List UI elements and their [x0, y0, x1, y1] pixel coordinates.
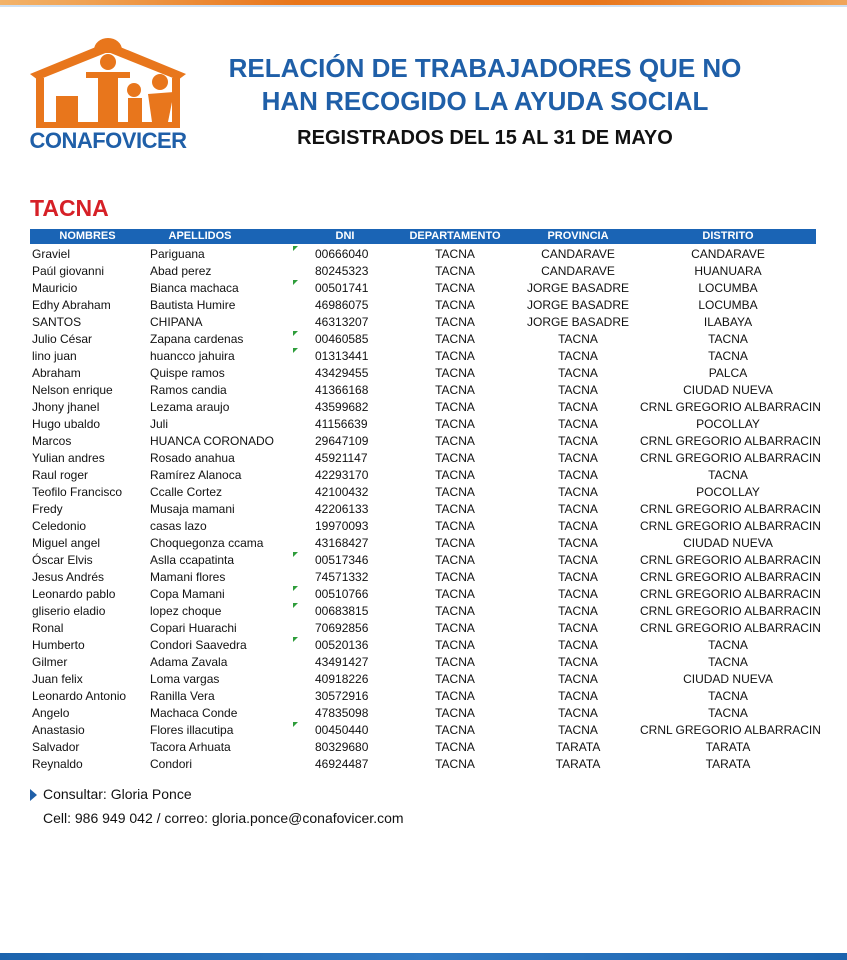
- page-subtitle: REGISTRADOS DEL 15 AL 31 DE MAYO: [297, 127, 673, 149]
- cell-dni: 80329680: [315, 740, 369, 754]
- cell-distrito: CRNL GREGORIO ALBARRACIN: [640, 434, 821, 448]
- cell-provincia: TACNA: [558, 502, 598, 516]
- cell-apellidos: Ramos candia: [150, 383, 227, 397]
- cell-apellidos: Copa Mamani: [150, 587, 225, 601]
- cell-provincia: TACNA: [558, 621, 598, 635]
- table-row: [0, 466, 847, 483]
- cell-apellidos: Machaca Conde: [150, 706, 238, 720]
- cell-provincia: TACNA: [558, 468, 598, 482]
- cell-distrito: CRNL GREGORIO ALBARRACIN: [640, 570, 821, 584]
- cell-apellidos: Abad perez: [150, 264, 212, 278]
- cell-dni: 00460585: [315, 332, 369, 346]
- cell-provincia: TACNA: [558, 434, 598, 448]
- cell-nombres: Yulian andres: [32, 451, 105, 465]
- cell-departamento: TACNA: [435, 349, 475, 363]
- cell-dni: 80245323: [315, 264, 369, 278]
- cell-apellidos: casas lazo: [150, 519, 207, 533]
- cell-dni: 00520136: [315, 638, 369, 652]
- cell-provincia: TACNA: [558, 655, 598, 669]
- cell-distrito: CRNL GREGORIO ALBARRACIN: [640, 621, 821, 635]
- cell-distrito: POCOLLAY: [696, 417, 760, 431]
- cell-departamento: TACNA: [435, 383, 475, 397]
- cell-provincia: TACNA: [558, 332, 598, 346]
- cell-departamento: TACNA: [435, 468, 475, 482]
- cell-dni: 41366168: [315, 383, 369, 397]
- table-row: [0, 619, 847, 636]
- cell-provincia: TACNA: [558, 349, 598, 363]
- cell-provincia: TARATA: [555, 757, 601, 771]
- cell-distrito: CIUDAD NUEVA: [683, 383, 773, 397]
- table-row: [0, 721, 847, 738]
- cell-nombres: Celedonio: [32, 519, 87, 533]
- column-header-provincia: PROVINCIA: [547, 230, 609, 242]
- cell-apellidos: Lezama araujo: [150, 400, 230, 414]
- cell-nombres: Leonardo Antonio: [32, 689, 127, 703]
- cell-departamento: TACNA: [435, 281, 475, 295]
- cell-error-indicator-icon: [293, 603, 298, 608]
- cell-departamento: TACNA: [435, 400, 475, 414]
- cell-departamento: TACNA: [435, 315, 475, 329]
- cell-apellidos: Rosado anahua: [150, 451, 235, 465]
- cell-nombres: Humberto: [32, 638, 85, 652]
- table-row: [0, 364, 847, 381]
- cell-distrito: LOCUMBA: [698, 281, 758, 295]
- cell-nombres: Leonardo pablo: [32, 587, 116, 601]
- cell-departamento: TACNA: [435, 536, 475, 550]
- cell-nombres: Gilmer: [32, 655, 68, 669]
- cell-dni: 40918226: [315, 672, 369, 686]
- cell-distrito: CRNL GREGORIO ALBARRACIN: [640, 502, 821, 516]
- table-row: [0, 381, 847, 398]
- table-row: [0, 585, 847, 602]
- cell-error-indicator-icon: [293, 348, 298, 353]
- cell-provincia: TACNA: [558, 451, 598, 465]
- cell-departamento: TACNA: [435, 298, 475, 312]
- cell-nombres: Juan felix: [32, 672, 83, 686]
- cell-apellidos: huancco jahuira: [150, 349, 235, 363]
- cell-nombres: gliserio eladio: [32, 604, 106, 618]
- cell-departamento: TACNA: [435, 332, 475, 346]
- cell-error-indicator-icon: [293, 637, 298, 642]
- cell-provincia: TACNA: [558, 570, 598, 584]
- cell-provincia: CANDARAVE: [541, 264, 615, 278]
- cell-apellidos: Choquegonza ccama: [150, 536, 264, 550]
- cell-apellidos: lopez choque: [150, 604, 222, 618]
- cell-apellidos: Ramírez Alanoca: [150, 468, 242, 482]
- cell-distrito: TACNA: [708, 332, 748, 346]
- table-row: [0, 687, 847, 704]
- cell-nombres: Óscar Elvis: [32, 553, 93, 567]
- cell-error-indicator-icon: [293, 280, 298, 285]
- bottom-accent-bar: [0, 953, 847, 960]
- cell-distrito: TARATA: [705, 740, 751, 754]
- cell-nombres: Edhy Abraham: [32, 298, 111, 312]
- cell-provincia: TACNA: [558, 383, 598, 397]
- cell-dni: 42206133: [315, 502, 369, 516]
- cell-dni: 43599682: [315, 400, 369, 414]
- cell-dni: 43491427: [315, 655, 369, 669]
- cell-departamento: TACNA: [435, 417, 475, 431]
- cell-departamento: TACNA: [435, 502, 475, 516]
- cell-provincia: TACNA: [558, 604, 598, 618]
- column-header-distrito: DISTRITO: [702, 230, 754, 242]
- cell-departamento: TACNA: [435, 655, 475, 669]
- cell-departamento: TACNA: [435, 604, 475, 618]
- cell-apellidos: Juli: [150, 417, 169, 431]
- table-row: [0, 551, 847, 568]
- cell-departamento: TACNA: [435, 757, 475, 771]
- cell-distrito: CIUDAD NUEVA: [683, 672, 773, 686]
- cell-dni: 47835098: [315, 706, 369, 720]
- cell-dni: 30572916: [315, 689, 369, 703]
- region-heading: TACNA: [30, 195, 109, 221]
- table-row: [0, 636, 847, 653]
- cell-nombres: Teofilo Francisco: [32, 485, 123, 499]
- cell-provincia: TACNA: [558, 638, 598, 652]
- cell-dni: 00510766: [315, 587, 369, 601]
- cell-nombres: Salvador: [32, 740, 80, 754]
- cell-departamento: TACNA: [435, 451, 475, 465]
- cell-nombres: Julio César: [32, 332, 93, 346]
- cell-error-indicator-icon: [293, 552, 298, 557]
- cell-apellidos: Zapana cardenas: [150, 332, 244, 346]
- cell-nombres: Raul roger: [32, 468, 89, 482]
- table-row: [0, 262, 847, 279]
- cell-apellidos: HUANCA CORONADO: [150, 434, 275, 448]
- cell-nombres: Marcos: [32, 434, 72, 448]
- cell-dni: 01313441: [315, 349, 369, 363]
- table-row: [0, 432, 847, 449]
- contact-phone-email: Cell: 986 949 042 / correo: gloria.ponce@conafovicer.com: [43, 810, 404, 826]
- cell-departamento: TACNA: [435, 247, 475, 261]
- table-body: [0, 245, 847, 772]
- cell-departamento: TACNA: [435, 706, 475, 720]
- contact-person: Consultar: Gloria Ponce: [43, 786, 192, 802]
- cell-departamento: TACNA: [435, 740, 475, 754]
- table-row: [0, 500, 847, 517]
- cell-dni: 46924487: [315, 757, 369, 771]
- cell-distrito: TACNA: [708, 655, 748, 669]
- cell-nombres: Hugo ubaldo: [32, 417, 101, 431]
- table-row: [0, 313, 847, 330]
- cell-nombres: Reynaldo: [32, 757, 83, 771]
- cell-apellidos: Bautista Humire: [150, 298, 236, 312]
- cell-distrito: CRNL GREGORIO ALBARRACIN: [640, 519, 821, 533]
- cell-apellidos: Musaja mamani: [150, 502, 235, 516]
- table-row: [0, 398, 847, 415]
- title-line-1: RELACIÓN DE TRABAJADORES QUE NO: [228, 53, 742, 83]
- cell-apellidos: Copari Huarachi: [150, 621, 237, 635]
- column-header-dni: DNI: [335, 230, 355, 242]
- cell-departamento: TACNA: [435, 553, 475, 567]
- table-row: [0, 602, 847, 619]
- cell-departamento: TACNA: [435, 485, 475, 499]
- cell-apellidos: Tacora Arhuata: [150, 740, 231, 754]
- table-header: [30, 229, 816, 244]
- cell-dni: 19970093: [315, 519, 369, 533]
- arrow-right-icon: [30, 789, 37, 801]
- cell-provincia: TACNA: [558, 689, 598, 703]
- cell-distrito: TACNA: [708, 638, 748, 652]
- cell-dni: 43168427: [315, 536, 369, 550]
- table-row: [0, 483, 847, 500]
- cell-provincia: TACNA: [558, 485, 598, 499]
- cell-error-indicator-icon: [293, 331, 298, 336]
- cell-dni: 00501741: [315, 281, 369, 295]
- cell-distrito: CIUDAD NUEVA: [683, 536, 773, 550]
- table-row: [0, 755, 847, 772]
- cell-nombres: Fredy: [32, 502, 63, 516]
- cell-departamento: TACNA: [435, 621, 475, 635]
- cell-distrito: CRNL GREGORIO ALBARRACIN: [640, 400, 821, 414]
- page-title: [200, 52, 770, 118]
- cell-distrito: TACNA: [708, 349, 748, 363]
- cell-apellidos: Ranilla Vera: [150, 689, 215, 703]
- cell-departamento: TACNA: [435, 519, 475, 533]
- cell-departamento: TACNA: [435, 689, 475, 703]
- cell-provincia: JORGE BASADRE: [526, 315, 630, 329]
- cell-distrito: POCOLLAY: [696, 485, 760, 499]
- cell-distrito: CANDARAVE: [691, 247, 765, 261]
- cell-nombres: Ronal: [32, 621, 64, 635]
- table-row: [0, 415, 847, 432]
- cell-distrito: HUANUARA: [694, 264, 762, 278]
- cell-dni: 41156639: [315, 417, 368, 431]
- table-row: [0, 245, 847, 262]
- cell-dni: 42100432: [315, 485, 369, 499]
- cell-departamento: TACNA: [435, 672, 475, 686]
- cell-provincia: TARATA: [555, 740, 601, 754]
- table-row: [0, 347, 847, 364]
- conafovicer-logo: [28, 34, 188, 160]
- cell-apellidos: Pariguana: [150, 247, 205, 261]
- cell-nombres: lino juan: [32, 349, 77, 363]
- cell-apellidos: Aslla ccapatinta: [150, 553, 235, 567]
- title-line-2: HAN RECOGIDO LA AYUDA SOCIAL: [261, 86, 709, 116]
- table-row: [0, 296, 847, 313]
- cell-nombres: Angelo: [32, 706, 70, 720]
- cell-apellidos: Condori Saavedra: [150, 638, 247, 652]
- cell-provincia: TACNA: [558, 723, 598, 737]
- cell-error-indicator-icon: [293, 246, 298, 251]
- cell-apellidos: Bianca machaca: [150, 281, 239, 295]
- cell-apellidos: CHIPANA: [150, 315, 203, 329]
- cell-distrito: ILABAYA: [703, 315, 753, 329]
- top-accent-bar: [0, 0, 847, 7]
- cell-dni: 42293170: [315, 468, 369, 482]
- cell-provincia: TACNA: [558, 536, 598, 550]
- cell-provincia: TACNA: [558, 400, 598, 414]
- cell-dni: 00666040: [315, 247, 369, 261]
- table-row: [0, 568, 847, 585]
- cell-nombres: Graviel: [32, 247, 71, 261]
- cell-departamento: TACNA: [435, 366, 475, 380]
- cell-provincia: JORGE BASADRE: [526, 281, 630, 295]
- cell-dni: 74571332: [315, 570, 369, 584]
- cell-apellidos: Ccalle Cortez: [150, 485, 223, 499]
- cell-nombres: Nelson enrique: [32, 383, 113, 397]
- cell-departamento: TACNA: [435, 638, 475, 652]
- cell-dni: 46986075: [315, 298, 369, 312]
- cell-nombres: Jesus Andrés: [32, 570, 105, 584]
- cell-apellidos: Condori: [150, 757, 193, 771]
- cell-distrito: CRNL GREGORIO ALBARRACIN: [640, 723, 821, 737]
- cell-nombres: Jhony jhanel: [32, 400, 100, 414]
- cell-departamento: TACNA: [435, 570, 475, 584]
- cell-apellidos: Flores illacutipa: [150, 723, 234, 737]
- cell-dni: 00517346: [315, 553, 369, 567]
- cell-distrito: TACNA: [708, 468, 748, 482]
- table-row: [0, 449, 847, 466]
- cell-departamento: TACNA: [435, 723, 475, 737]
- cell-departamento: TACNA: [435, 587, 475, 601]
- cell-error-indicator-icon: [293, 586, 298, 591]
- cell-provincia: TACNA: [558, 366, 598, 380]
- cell-departamento: TACNA: [435, 264, 475, 278]
- cell-dni: 45921147: [315, 451, 368, 465]
- cell-nombres: Anastasio: [32, 723, 85, 737]
- house-workers-logo-icon: [28, 34, 188, 130]
- logo-wordmark: CONAFOVICER: [29, 128, 187, 153]
- cell-distrito: LOCUMBA: [698, 298, 758, 312]
- cell-provincia: TACNA: [558, 519, 598, 533]
- cell-departamento: TACNA: [435, 434, 475, 448]
- cell-distrito: CRNL GREGORIO ALBARRACIN: [640, 587, 821, 601]
- cell-provincia: TACNA: [558, 417, 598, 431]
- cell-provincia: JORGE BASADRE: [526, 298, 630, 312]
- cell-provincia: TACNA: [558, 553, 598, 567]
- table-row: [0, 704, 847, 721]
- table-row: [0, 330, 847, 347]
- cell-provincia: CANDARAVE: [541, 247, 615, 261]
- table-row: [0, 279, 847, 296]
- cell-nombres: Miguel angel: [32, 536, 101, 550]
- cell-distrito: PALCA: [708, 366, 748, 380]
- cell-dni: 43429455: [315, 366, 369, 380]
- table-row: [0, 534, 847, 551]
- cell-provincia: TACNA: [558, 587, 598, 601]
- cell-dni: 46313207: [315, 315, 369, 329]
- cell-apellidos: Loma vargas: [150, 672, 220, 686]
- table-row: [0, 738, 847, 755]
- cell-distrito: CRNL GREGORIO ALBARRACIN: [640, 451, 821, 465]
- table-row: [0, 517, 847, 534]
- cell-nombres: Paúl giovanni: [32, 264, 105, 278]
- cell-apellidos: Mamani flores: [150, 570, 226, 584]
- cell-apellidos: Quispe ramos: [150, 366, 225, 380]
- cell-apellidos: Adama Zavala: [150, 655, 228, 669]
- cell-distrito: TACNA: [708, 689, 748, 703]
- column-header-apellidos: APELLIDOS: [168, 230, 232, 242]
- cell-nombres: Mauricio: [32, 281, 78, 295]
- cell-provincia: TACNA: [558, 706, 598, 720]
- cell-dni: 00450440: [315, 723, 369, 737]
- cell-dni: 00683815: [315, 604, 369, 618]
- cell-distrito: TACNA: [708, 706, 748, 720]
- cell-distrito: TARATA: [705, 757, 751, 771]
- table-row: [0, 670, 847, 687]
- cell-provincia: TACNA: [558, 672, 598, 686]
- cell-dni: 29647109: [315, 434, 369, 448]
- table-row: [0, 653, 847, 670]
- cell-error-indicator-icon: [293, 722, 298, 727]
- cell-nombres: Abraham: [32, 366, 81, 380]
- cell-dni: 70692856: [315, 621, 369, 635]
- column-header-nombres: NOMBRES: [59, 230, 116, 242]
- cell-distrito: CRNL GREGORIO ALBARRACIN: [640, 604, 821, 618]
- cell-nombres: SANTOS: [32, 315, 82, 329]
- column-header-departamento: DEPARTAMENTO: [409, 230, 501, 242]
- cell-distrito: CRNL GREGORIO ALBARRACIN: [640, 553, 821, 567]
